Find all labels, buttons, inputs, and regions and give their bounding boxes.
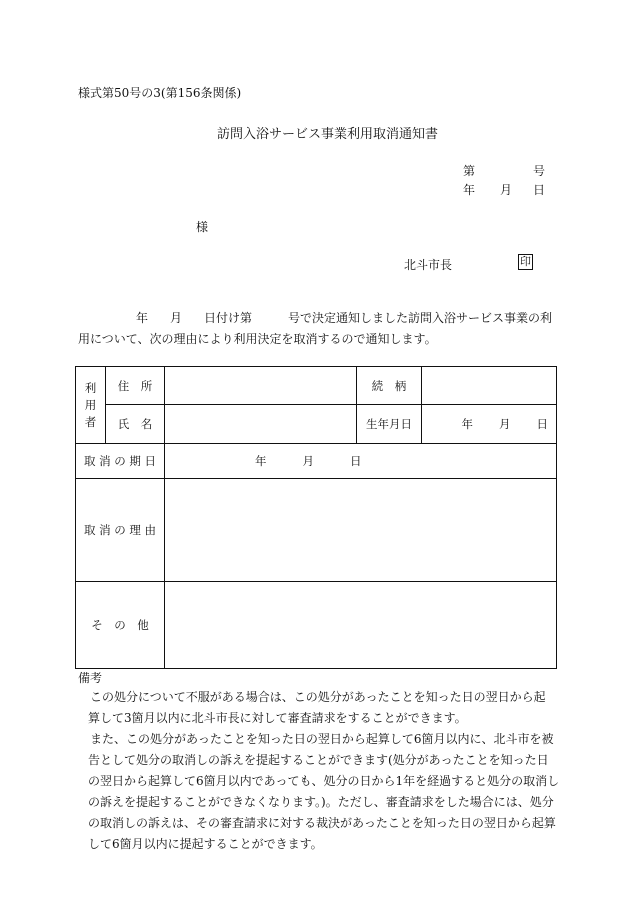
addressee-honorific: 様	[196, 220, 209, 234]
birth-date-field[interactable]	[422, 405, 557, 444]
address-label: 住 所	[106, 367, 165, 405]
form-number: 様式第50号の3(第156条関係)	[78, 86, 242, 100]
note-line: の取消しの訴えは、その審査請求に対する裁決があったことを知った日の翌日から起算	[88, 816, 556, 830]
user-group-char: 利	[84, 380, 97, 395]
cancel-month: 月	[302, 454, 314, 468]
number-prefix: 第	[463, 164, 476, 178]
name-label: 氏 名	[106, 405, 165, 444]
note-line: 告として処分の取消しの訴えを提起することができます(処分があったことを知った日	[88, 753, 549, 767]
address-field[interactable]	[165, 367, 357, 405]
date-year: 年	[463, 183, 476, 197]
cancel-date-field[interactable]	[165, 444, 557, 479]
notes-paragraph-1	[78, 687, 564, 729]
date-month: 月	[500, 183, 513, 197]
user-group-char: 用	[84, 397, 97, 412]
body-month: 月	[170, 311, 183, 325]
user-group-label	[76, 367, 106, 444]
relation-field[interactable]	[422, 367, 557, 405]
note-line: の訴えを提起することができなくなります。)。ただし、審査請求をした場合には、処分	[88, 795, 554, 809]
notice-body-line1	[78, 308, 566, 329]
body-rest: 号で決定通知しました訪問入浴サービス事業の利	[288, 311, 553, 325]
number-suffix: 号	[533, 164, 546, 178]
cancel-reason-label: 取 消 の 理 由	[76, 479, 165, 582]
cancel-year: 年	[255, 454, 267, 468]
notice-body	[78, 308, 566, 350]
date-day: 日	[533, 183, 546, 197]
birth-label: 生年月日	[357, 405, 422, 444]
issuer: 北斗市長	[404, 258, 453, 272]
notice-body-line2: 用について、次の理由により利用決定を取消するので通知します。	[78, 332, 437, 346]
note-line: この処分について不服がある場合は、この処分があったことを知った日の翌日から起	[90, 690, 546, 704]
info-table	[75, 366, 557, 669]
birth-day: 日	[536, 417, 548, 431]
other-field[interactable]	[165, 582, 557, 669]
relation-label: 続 柄	[357, 367, 422, 405]
name-field[interactable]	[165, 405, 357, 444]
notes-paragraph-2	[78, 729, 564, 855]
note-line: の翌日から起算して6箇月以内であっても、処分の日から1年を経過すると処分の取消し	[88, 774, 560, 788]
user-group-char: 者	[84, 414, 97, 429]
note-line: また、この処分があったことを知った日の翌日から起算して6箇月以内に、北斗市を被	[90, 732, 554, 746]
document-title: 訪問入浴サービス事業利用取消通知書	[217, 127, 439, 142]
note-line: 算して3箇月以内に北斗市長に対して審査請求をすることができます。	[88, 711, 467, 725]
birth-month: 月	[499, 417, 511, 431]
other-label: そ の 他	[76, 582, 165, 669]
note-line: して6箇月以内に提起することができます。	[88, 837, 323, 851]
cancel-day: 日	[350, 454, 362, 468]
body-year: 年	[136, 311, 149, 325]
seal-mark: 印	[520, 255, 531, 268]
cancel-date-label: 取 消 の 期 日	[76, 444, 165, 479]
notes-heading: 備考	[78, 671, 103, 685]
cancel-reason-field[interactable]	[165, 479, 557, 582]
birth-year: 年	[461, 417, 473, 431]
body-day-prefix: 日付け第	[204, 311, 253, 325]
